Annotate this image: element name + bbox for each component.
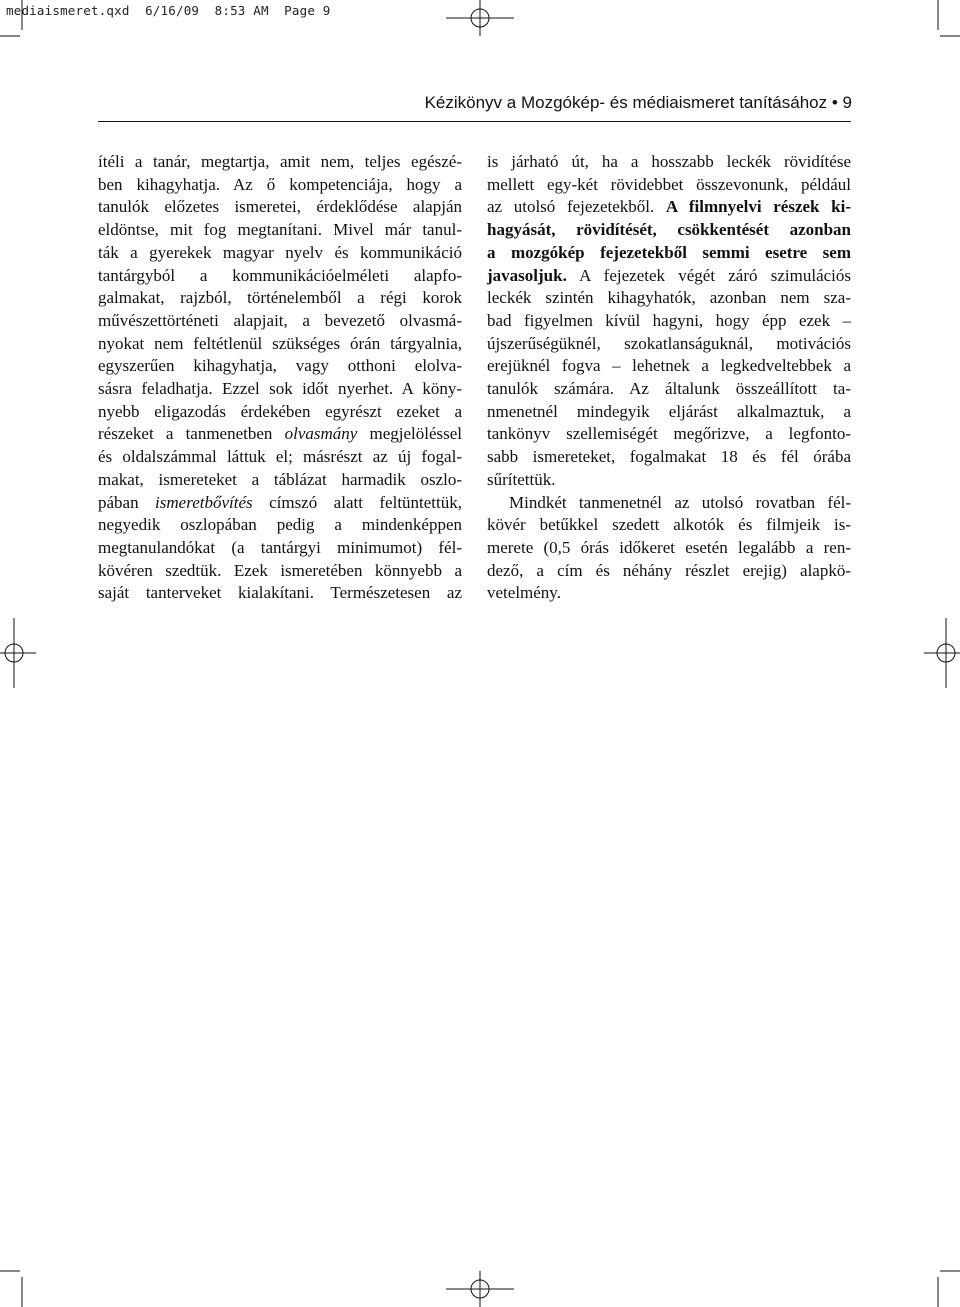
text-run: A fejezetek végét záró szimulációs	[566, 265, 851, 285]
text-line	[98, 423, 462, 446]
text-line: galmakat, rajzból, történelemből a régi korok	[98, 288, 462, 308]
left-column	[98, 151, 462, 605]
text-line: tantárgyból a kommunikációelméleti alapfo-	[98, 265, 462, 285]
registration-target-right	[924, 618, 960, 688]
text-run: megjelöléssel	[357, 424, 463, 444]
text-line: saját tanterveket kialakítani. Természetesen az	[98, 583, 462, 603]
text-line: tankönyv szellemiségét megőrizve, a legfonto-	[487, 424, 851, 444]
text-line: egyszerűen kihagyhatja, vagy otthoni elolva-	[98, 356, 462, 376]
text-line: ben kihagyhatja. Az ő kompetenciája, hogy a	[98, 174, 462, 194]
slug-time: 8:53 AM	[214, 3, 269, 18]
bold-run: A filmnyelvi részek ki-	[665, 197, 851, 217]
bold-run: hagyását, rövidítését, csökkentését azonban	[487, 220, 851, 240]
text-line: bad figyelmen kívül hagyni, hogy épp ezek –	[487, 310, 851, 330]
registration-target-top	[446, 0, 514, 36]
text-line	[487, 242, 851, 265]
header-page-number: 9	[842, 93, 852, 112]
right-paragraph-1	[487, 151, 851, 492]
text-line: mellett egy-két rövidebbet összevonunk, például	[487, 174, 851, 194]
registration-target-left	[0, 618, 36, 688]
text-line	[487, 196, 851, 219]
text-line: művészettörténeti alapjait, a bevezető olvasmá-	[98, 310, 462, 330]
text-line: újszerűségüknél, szokatlanságuknál, motivációs	[487, 333, 851, 353]
bold-run: a mozgókép fejezetekből semmi esetre sem	[487, 242, 851, 262]
text-line: nyebb eligazodás érdekében egyrészt ezeket a	[98, 401, 462, 421]
italic-term: ismeretbővítés	[155, 492, 253, 512]
text-line: tanulók előzetes ismeretei, érdeklődése alapján	[98, 197, 462, 217]
right-paragraph-2	[487, 492, 851, 606]
text-line: eldöntse, mit fog megtanítani. Mivel már tanul-	[98, 220, 462, 240]
running-header	[425, 93, 852, 113]
text-run: címszó alatt feltüntettük,	[252, 492, 463, 512]
italic-term: olvasmány	[284, 424, 358, 444]
text-line: és oldalszámmal láttuk el; másrészt az új fogal-	[98, 447, 462, 467]
text-line: kövéren szedtük. Ezek ismeretében könnyebb a	[98, 560, 462, 580]
text-line: sásra feladhatja. Ezzel sok időt nyerhet. A köny-	[98, 379, 462, 399]
text-line: merete (0,5 órás időkeret esetén legalább a ren-	[487, 537, 851, 557]
slug-date: 6/16/09	[145, 3, 200, 18]
text-line: is járható út, ha a hosszabb leckék rövidítése	[487, 152, 851, 171]
text-run: részeket a tanmenetben	[98, 424, 285, 444]
bold-run: javasoljuk.	[487, 265, 567, 285]
text-line: erejüknél fogva – lehetnek a legkedveltebbek a	[487, 356, 851, 376]
header-title: Kézikönyv a Mozgókép- és médiaismeret tanításához	[424, 93, 828, 112]
text-line: sűrítettük.	[487, 469, 556, 489]
text-run: pában	[98, 492, 156, 512]
header-separator: •	[831, 93, 838, 112]
text-line: ítéli a tanár, megtartja, amit nem, teljes egészé-	[98, 152, 462, 171]
text-line: sabb ismereteket, fogalmakat 18 és fél órába	[487, 447, 851, 467]
text-line: makat, ismereteket a táblázat harmadik oszlo-	[98, 469, 462, 489]
text-line: vetelmény.	[487, 583, 561, 603]
text-run: az utolsó fejezetekből.	[487, 197, 666, 217]
text-line: leckék szintén kihagyhatók, azonban nem sza-	[487, 288, 851, 308]
text-line: Mindkét tanmenetnél az utolsó rovatban fél-	[509, 492, 851, 512]
slug-file: mediaismeret.qxd	[6, 3, 130, 18]
text-line: negyedik oszlopában pedig a mindenképpen	[98, 515, 462, 535]
text-line	[98, 492, 462, 515]
text-line	[487, 219, 851, 242]
text-line: dező, a cím és néhány részlet erejig) alapkö-	[487, 560, 851, 580]
registration-target-bottom	[446, 1271, 514, 1307]
text-line: nyokat nem feltétlenül szükséges órán tárgyalnia,	[98, 333, 462, 353]
text-line	[487, 265, 851, 288]
right-column	[487, 151, 851, 605]
text-line: tanulók számára. Az általunk összeállított ta-	[487, 379, 851, 399]
text-line: kövér betűkkel szedett alkotók és filmjeik is-	[487, 515, 851, 535]
slug-page: Page 9	[284, 3, 331, 18]
header-rule	[98, 121, 851, 122]
text-line: nmenetnél mindegyik eljárást alkalmaztuk, a	[487, 401, 851, 421]
text-line: megtanulandókat (a tantárgyi minimumot) fél-	[98, 537, 462, 557]
left-paragraph	[98, 151, 462, 605]
text-line: ták a gyerekek magyar nyelv és kommunikáció	[98, 242, 462, 262]
